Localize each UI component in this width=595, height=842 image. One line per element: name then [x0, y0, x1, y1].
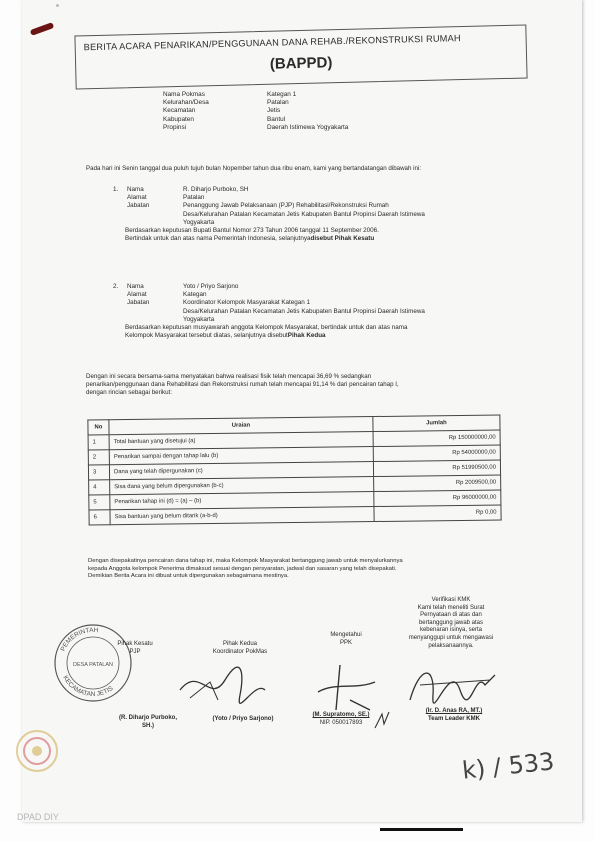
row-desc: Dana yang telah dipergunakan (c) — [109, 462, 373, 480]
verification-note — [395, 597, 507, 650]
info-row — [163, 124, 348, 132]
title-box — [74, 24, 527, 89]
svg-text:KECAMATAN JETIS — [61, 675, 115, 698]
row-amount: Rp 150000000,00 — [373, 430, 500, 447]
document-title: BERITA ACARA PENARIKAN/PENGGUNAAN DANA REHAB./REKONSTRUKSI RUMAH — [83, 33, 461, 53]
party-basis: Bertindak untuk dan atas nama Pemerintah Indonesia, selanjutnya — [125, 235, 311, 243]
signature-pihak-kedua — [196, 641, 284, 656]
stamp-bottom-text: KECAMATAN JETIS — [61, 674, 115, 699]
address-label: Alamat — [127, 291, 147, 299]
name-label: Nama — [127, 283, 144, 290]
info-label: Kelurahan/Desa — [163, 99, 209, 107]
verification-line: Kami telah meneliti Surat — [417, 604, 485, 611]
handwritten-signature-kedua — [170, 660, 270, 710]
verification-line: pelaksanaannya. — [428, 642, 474, 649]
signer-title: Team Leader KMK — [428, 715, 480, 722]
party-position-cont: Yogyakarta — [183, 315, 215, 323]
name-label: Nama — [127, 186, 144, 193]
col-uraian: Uraian — [109, 417, 373, 435]
signer-name: (M. Supratomo, SE.) — [312, 712, 370, 718]
closing-line: Demikian Berita Acara ini dibuat untuk dipergunakan sebagaimana mestinya. — [88, 573, 289, 580]
signer-title: Koordinator PokMas — [212, 648, 268, 655]
signer-name: (Ir. D. Anas RA, MT.) — [425, 708, 483, 714]
row-no: 5 — [89, 495, 110, 510]
stamp-center-text: DESA PATALAN — [72, 662, 114, 668]
info-row — [163, 91, 348, 99]
address-label: Alamat — [127, 194, 147, 202]
party-name: R. Diharjo Purboko, SH — [183, 186, 249, 193]
signer-title: PJP — [129, 648, 141, 655]
signer-title: PPK — [339, 639, 352, 646]
closing-paragraph — [88, 558, 528, 581]
handwritten-signature-ppk — [310, 660, 390, 715]
info-value: Kategan 1 — [267, 91, 297, 98]
info-value: Jetis — [267, 107, 281, 115]
svg-text:PEMERINTAH — [60, 627, 99, 653]
party-kedua — [113, 283, 513, 340]
info-value: Patalan — [267, 99, 289, 107]
row-desc: Sisa dana yang belum dipergunakan (b-c) — [110, 477, 374, 495]
signer-name-pihak-kedua: (Yoto / Priyo Sarjono) — [212, 716, 274, 722]
signer-name-pihak-kesatu — [108, 715, 188, 730]
statement-line: dengan rincian sebagai berikut: — [86, 389, 172, 396]
row-no: 1 — [88, 435, 109, 450]
party-position-cont: Desa/Kelurahan Patalan Kecamatan Jetis Kabupaten Bantul Propinsi Daerah Istimewa — [183, 307, 425, 315]
scan-edge-bar — [380, 828, 463, 831]
info-row — [163, 116, 348, 124]
party-position: Penanggung Jawab Pelaksanaan (PJP) Rehabilitasi/Rekonstruksi Rumah — [183, 202, 389, 210]
dpad-logo-watermark — [14, 726, 60, 776]
info-value: Bantul — [267, 115, 286, 123]
signer-name-kmk — [404, 708, 504, 723]
info-label: Kecamatan — [163, 107, 196, 115]
signature-pihak-kesatu — [100, 641, 170, 656]
details-table — [87, 414, 501, 525]
pokmas-info — [163, 91, 348, 132]
party-address: Kategan — [183, 291, 207, 299]
signer-name: (R. Diharjo Purboko, — [118, 715, 177, 721]
initial-mark — [372, 710, 392, 732]
row-amount: Rp 2009500,00 — [374, 475, 501, 492]
statement-line: Dengan ini secara bersama-sama menyatakan bahwa realisasi fisik telah mencapai 36,69 % sedangkan — [86, 373, 372, 380]
verification-line: Verifikasi KMK — [431, 597, 471, 603]
party-kesatu — [113, 186, 513, 243]
party-position-cont: Yogyakarta — [183, 218, 215, 226]
row-desc: Sisa bantuan yang belum ditarik (a-b-d) — [110, 507, 374, 525]
handwritten-signature-kmk — [405, 655, 500, 710]
signature-ppk — [306, 632, 386, 647]
party-name: Yoto / Priyo Sarjono — [183, 283, 239, 290]
signer-title: Mengetahui — [330, 632, 362, 638]
party-number: 2. — [113, 283, 119, 290]
signer-title: Pihak Kedua — [222, 641, 258, 647]
stamp-top-text: PEMERINTAH — [59, 626, 99, 653]
verification-line: bertanggung jawab atas — [418, 619, 484, 626]
party-role: Pihak Kedua — [287, 332, 326, 340]
party-basis: Berdasarkan keputusan Bupati Bantul Nomor 273 Tahun 2006 tanggal 11 September 2006. — [125, 227, 379, 235]
info-label: Kabupaten — [163, 115, 194, 123]
row-amount: Rp 0,00 — [374, 505, 501, 522]
intro-paragraph: Pada hari ini Senin tanggal dua puluh tujuh bulan Nopember tahun dua ribu enam, kami yang bertandatangan dibawah ini: — [86, 165, 422, 172]
signer-nip: NIP. 050017893 — [319, 719, 363, 726]
info-label: Propinsi — [163, 123, 187, 131]
party-address: Patalan — [183, 194, 205, 202]
row-desc: Total bantuan yang disetujui (a) — [109, 432, 373, 450]
handwritten-archive-number: k) / 533 — [460, 747, 556, 785]
signer-name: SH.) — [142, 722, 154, 729]
row-desc: Penarikan tahap ini (d) = (a) – (b) — [110, 492, 374, 510]
signer-title: Pihak Kesatu — [117, 641, 153, 647]
row-no: 2 — [88, 450, 109, 465]
party-number: 1. — [113, 186, 119, 193]
row-no: 4 — [89, 480, 110, 495]
verification-line: Pernyataan di atas dan — [420, 612, 482, 619]
paper-speck — [56, 4, 59, 7]
statement-line: penarikan/penggunaan dana Rehabilitasi dan Rekonstruksi rumah telah mencapai 91,14 % dari pencairan tahap I, — [86, 381, 399, 388]
closing-line: Dengan disepakatinya pencairan dana tahap ini, maka Kelompok Masyarakat bertanggung jawab untuk menyalurkannya — [88, 558, 403, 564]
watermark-text: DPAD DIY — [17, 812, 59, 822]
document-acronym: (BAPPD) — [269, 54, 333, 73]
party-basis: Berdasarkan keputusan musyawarah anggota Kelompok Masyarakat, bertindak untuk dan atas nama — [125, 324, 408, 332]
info-row — [163, 107, 348, 115]
party-position: Koordinator Kelompok Masyarakat Kategan 1 — [183, 299, 311, 307]
col-no: No — [88, 420, 109, 435]
row-desc: Penarikan sampai dengan tahap lalu (b) — [109, 447, 373, 465]
party-basis: Kelompok Masyarakat tersebut diatas, selanjutnya disebut — [125, 332, 288, 340]
row-no: 3 — [88, 465, 109, 480]
row-amount: Rp 96000000,00 — [374, 490, 501, 507]
position-label: Jabatan — [127, 202, 150, 210]
statement-paragraph — [86, 373, 516, 397]
party-role: disebut Pihak Kesatu — [310, 235, 375, 243]
verification-line: kebenaran isinya, serta — [419, 627, 483, 634]
row-no: 6 — [89, 510, 110, 525]
village-stamp — [52, 622, 134, 704]
verification-line: menyanggupi untuk mengawasi — [408, 634, 494, 641]
row-amount: Rp 51990500,00 — [373, 460, 500, 477]
closing-line: kepada Anggota kelompok Penerima dimaksud sesuai dengan persyaratan, jadwal dan sasaran yang telah disepakati. — [88, 565, 397, 572]
col-jumlah: Jumlah — [373, 415, 500, 432]
party-position-cont: Desa/Kelurahan Patalan Kecamatan Jetis Kabupaten Bantul Propinsi Daerah Istimewa — [183, 210, 425, 218]
info-row — [163, 99, 348, 107]
info-label: Nama Pokmas — [163, 91, 205, 98]
row-amount: Rp 54000000,00 — [373, 445, 500, 462]
info-value: Daerah Istimewa Yogyakarta — [267, 123, 349, 131]
position-label: Jabatan — [127, 299, 150, 307]
